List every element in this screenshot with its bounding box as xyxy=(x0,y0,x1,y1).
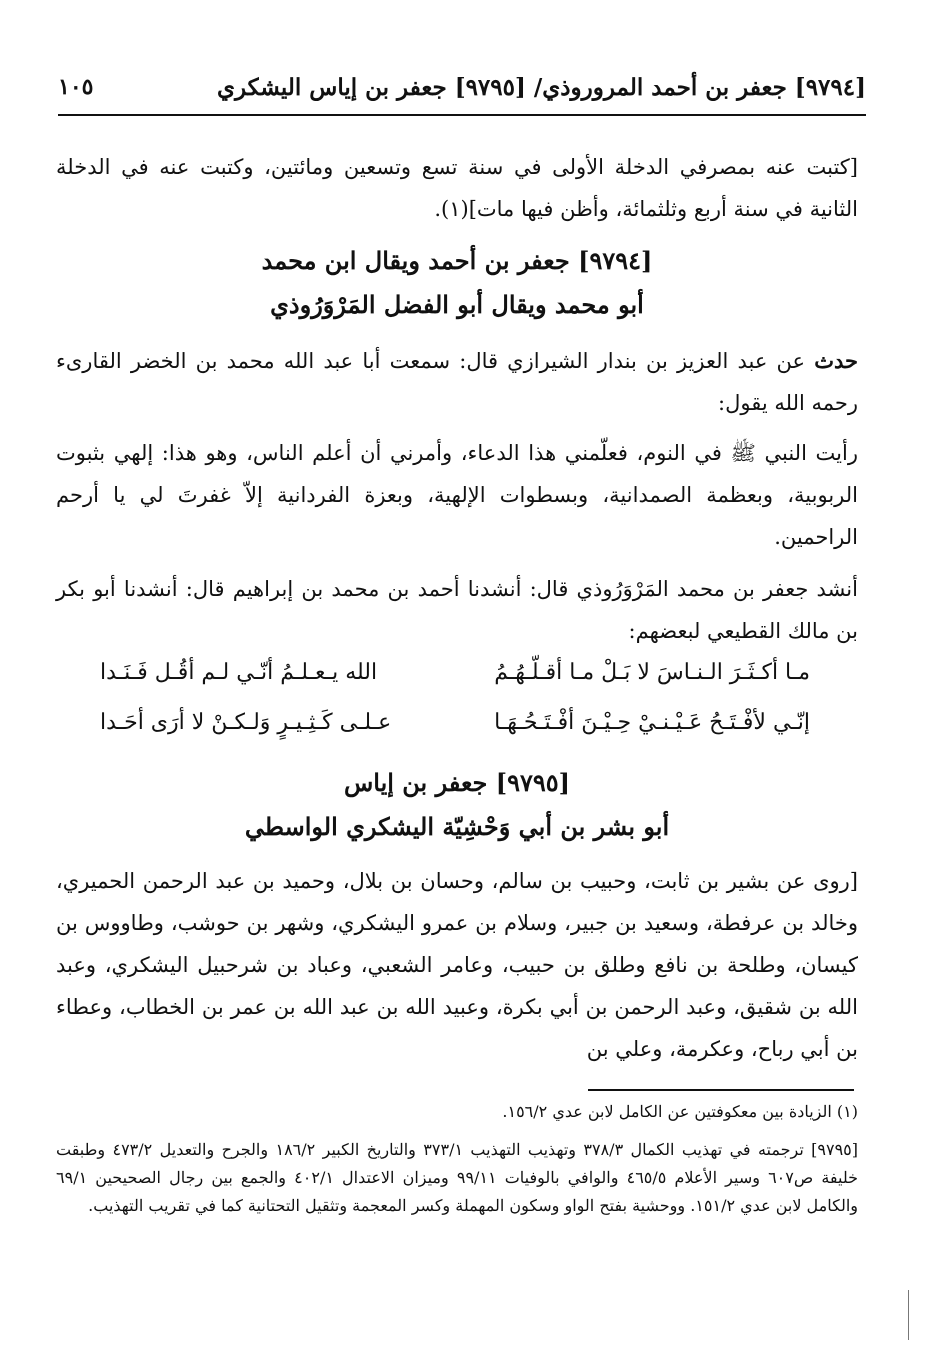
entry-9795-heading-line1: [٩٧٩٥] جعفر بن إياس xyxy=(343,768,571,797)
narration-text: عن عبد العزيز بن بندار الشيرازي قال: سمعت أبا عبد الله محمد بن الخضر القارىء رحمه الله يقول: xyxy=(56,349,858,415)
dream-paragraph: رأيت النبي ﷺ في النوم، فعلّمني هذا الدعاء، وأمرني أن أعلم الناس، وهو هذا: إلهي بثبوت الربوبية، وبعظمة الصمدانية، وبسطوات الإلهية، وبعزة الفردانية إلاّ غفرتَ لي يا أرحم الراحمين. xyxy=(56,441,858,549)
entry-9794-narration xyxy=(56,340,858,424)
page-number: ١٠٥ xyxy=(58,74,94,100)
footnote-divider xyxy=(588,1089,854,1091)
entry-9795-heading-line2: أبو بشر بن أبي وَحْشِيّة اليشكري الواسطي xyxy=(244,812,670,841)
verse-1-second-hemistich: الله يـعـلـمُ أنّـي لـم أقُـل فَـنَـدا xyxy=(100,660,378,685)
intro-paragraph: [كتبت عنه بمصرفي الدخلة الأولى في سنة تسع وتسعين ومائتين، وكتبت عنه في الدخلة الثانية في سنة أربع وثلثمائة، وأظن فيها مات](١). xyxy=(56,155,858,221)
margin-mark xyxy=(908,1290,911,1340)
entry-9794-heading-line1: [٩٧٩٤] جعفر بن أحمد ويقال ابن محمد xyxy=(261,246,653,275)
verse-2-second-hemistich: عـلـى كَـثِـيـرٍ وَلـكـنْ لا أرَى أحَـدا xyxy=(100,710,392,735)
poem-verse-1 xyxy=(100,660,810,700)
header-title: [٩٧٩٤] جعفر بن أحمد المروروذي/ [٩٧٩٥] جعفر بن إياس اليشكري xyxy=(216,74,866,101)
verse-1-first-hemistich: مـا أكـثَـرَ الـنـاسَ لا بَـلْ مـا أقـلّـهُـمُ xyxy=(494,660,810,685)
poem-verse-2 xyxy=(100,710,810,750)
entry-9794-heading-line2: أبو محمد ويقال أبو الفضل المَرْوَرُوذي xyxy=(270,290,644,319)
narrators-paragraph: [روى عن بشير بن ثابت، وحبيب بن سالم، وحسان بن بلال، وحميد بن عبد الرحمن الحميري، وخالد بن عرفطة، وسعيد بن جبير، وسلام بن عمرو اليشكري، وشهر بن حوشب، وطاووس بن كيسان، وطلحة بن نافع وطلق بن حبيب، وعامر الشعبي، وعباد بن شرحبيل اليشكري، وعبد الله بن شقيق، وعبد الرحمن بن أبي بكرة، وعبيد الله بن عبد الله بن عمر بن الخطاب، وعطاء بن أبي رباح، وعكرمة، وعلي بن xyxy=(56,869,858,1061)
running-header xyxy=(58,64,866,116)
verse-2-first-hemistich: إنّـي لأفْـتَـحُ عَـيْـنـيْ حِـيْـنَ أفْـتَـحُـهَـا xyxy=(494,710,810,735)
narration-lead-word: حدث xyxy=(814,348,858,373)
poem-intro-paragraph: أنشد جعفر بن محمد المَرْوَرُوذي قال: أنشدنا أحمد بن محمد بن إبراهيم قال: أنشدنا أبو بكر بن مالك القطيعي لبعضهم: xyxy=(56,577,858,643)
footnote-9795: [٩٧٩٥] ترجمته في تهذيب الكمال ٣٧٨/٣ وتهذيب التهذيب ٣٧٣/١ والتاريخ الكبير ١٨٦/٢ والجرح والتعديل ٤٧٣/٢ وطبقت خليفة ص٦٠٧ وسير الأعلام ٤٦٥/٥ والوافي بالوفيات ٩٩/١١ وميزان الاعتدال ٤٠٢/١ والجمع بين رجال الصحيحين ٦٩/١ والكامل لابن عدي ١٥١/٢. ووحشية بفتح الواو وسكون المهملة وكسر المعجمة وتثقيل التحتانية كما في تقريب التهذيب. xyxy=(56,1140,859,1215)
footnote-1: (١) الزيادة بين معكوفتين عن الكامل لابن عدي ١٥٦/٢. xyxy=(502,1102,858,1121)
